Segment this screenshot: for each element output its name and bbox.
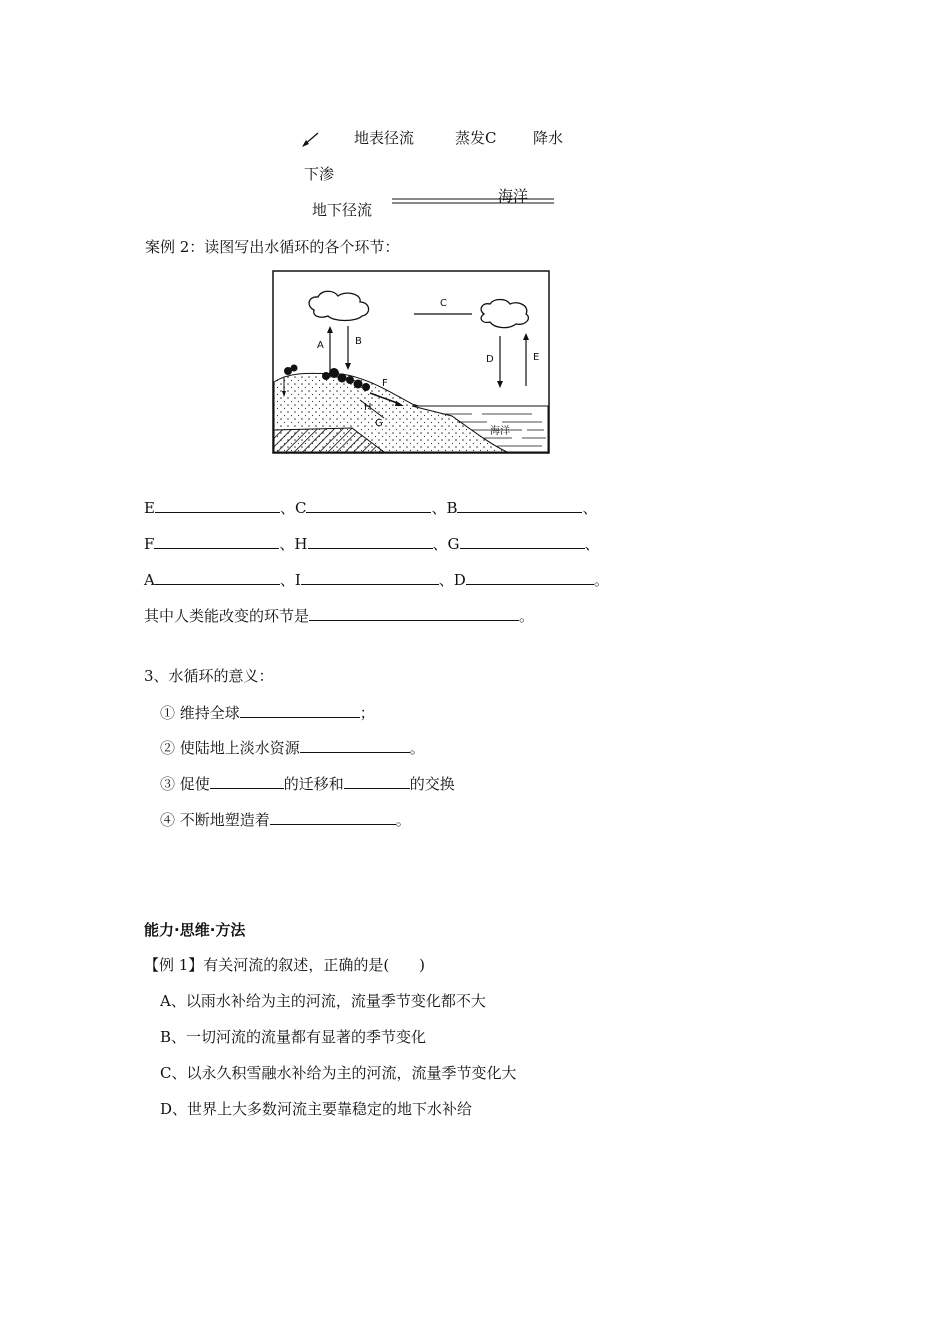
case2-title: 案例 2：读图写出水循环的各个环节： [145, 238, 400, 256]
blank-e[interactable] [155, 497, 280, 513]
infiltration-label: 下渗 [304, 165, 335, 183]
blank-s1[interactable] [240, 702, 360, 718]
blank-s4[interactable] [270, 809, 396, 825]
answer-row-1: E 、C 、B 、 [144, 499, 598, 517]
evaporation-c-label: 蒸发C [455, 129, 497, 147]
significance-item-4: ④ 不断地塑造着 。 [160, 811, 411, 829]
option-b[interactable]: B、一切河流的流量都有显著的季节变化 [160, 1028, 427, 1046]
blank-s2[interactable] [300, 737, 410, 753]
blank-f[interactable] [154, 533, 279, 549]
blank-a[interactable] [155, 569, 280, 585]
diagram-label-b: B [355, 336, 362, 347]
diagram-label-h: H [364, 402, 372, 413]
diagram-label-f: F [382, 378, 388, 389]
double-line-divider [392, 197, 556, 205]
precipitation-label: 降水 [533, 129, 564, 147]
option-d[interactable]: D、世界上大多数河流主要靠稳定的地下水补给 [160, 1100, 473, 1118]
water-cycle-diagram [272, 270, 550, 454]
option-c[interactable]: C、以永久积雪融水补给为主的河流，流量季节变化大 [160, 1064, 517, 1082]
diagram-label-c: C [440, 298, 447, 309]
ocean-label-top: 海洋 [498, 187, 529, 205]
blank-c[interactable] [306, 497, 431, 513]
human-changeable-row: 其中人类能改变的环节是 。 [144, 607, 535, 625]
blank-g[interactable] [460, 533, 585, 549]
significance-item-3: ③ 促使 的迁移和 的交换 [160, 775, 455, 793]
ability-heading: 能力·思维·方法 [144, 921, 246, 939]
blank-d[interactable] [466, 569, 594, 585]
blank-human[interactable] [309, 605, 519, 621]
blank-h[interactable] [308, 533, 433, 549]
answer-row-3: A 、I 、D 。 [144, 571, 609, 589]
answer-row-2: F 、H 、G 、 [144, 535, 600, 553]
significance-item-1: ① 维持全球 ； [160, 704, 375, 722]
significance-title: 3、水循环的意义： [144, 667, 274, 685]
diagram-label-ocean: 海洋 [490, 426, 510, 437]
diagram-label-a: A [317, 340, 324, 351]
diagram-label-d: D [486, 354, 494, 365]
significance-item-2: ② 使陆地上淡水资源 。 [160, 739, 425, 757]
example-question: 【例 1】有关河流的叙述，正确的是( ) [144, 956, 426, 974]
blank-i[interactable] [301, 569, 439, 585]
option-a[interactable]: A、以雨水补给为主的河流，流量季节变化都不大 [160, 992, 486, 1010]
diagram-label-g: G [375, 418, 383, 429]
surface-runoff-label: 地表径流 [354, 129, 415, 147]
blank-b[interactable] [457, 497, 582, 513]
blank-s3b[interactable] [344, 773, 410, 789]
diagram-label-e: E [533, 352, 540, 363]
arrow-down-left-icon [300, 130, 322, 150]
groundwater-runoff-label: 地下径流 [312, 201, 373, 219]
blank-s3a[interactable] [210, 773, 284, 789]
